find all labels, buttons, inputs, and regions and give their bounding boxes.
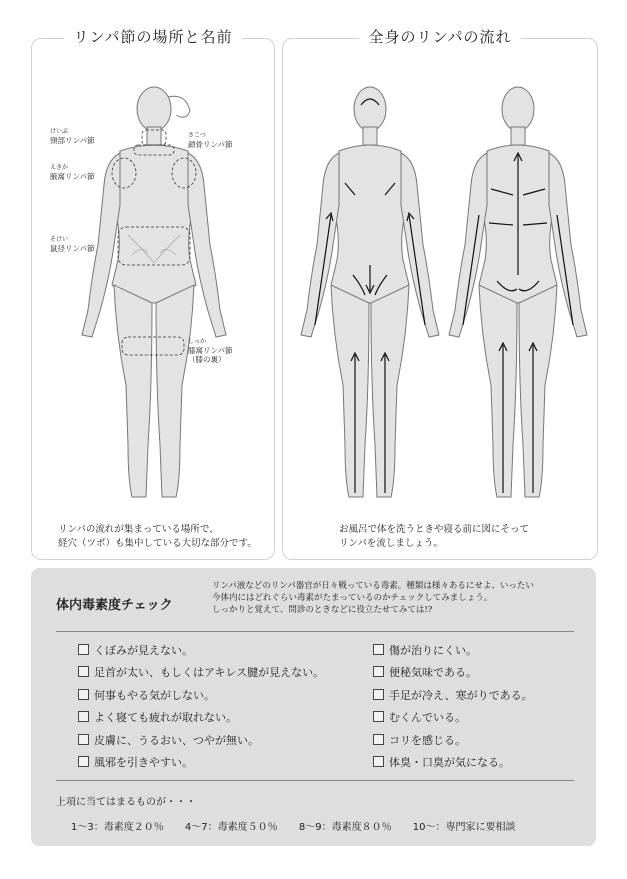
lymph-flow-caption: お風呂で体を洗うときや寝る前に図にそって リンパを流しましょう。 bbox=[339, 524, 530, 549]
check-item[interactable]: 足首が太い、もしくはアキレス腱が見えない。 bbox=[78, 662, 324, 684]
check-item[interactable]: コリを感じる。 bbox=[373, 730, 533, 752]
check-item[interactable]: 何事もやる気がしない。 bbox=[78, 685, 324, 707]
checkbox[interactable] bbox=[373, 644, 384, 655]
checkbox[interactable] bbox=[78, 689, 89, 700]
divider-top bbox=[56, 631, 574, 632]
checkbox[interactable] bbox=[373, 734, 384, 745]
lymph-flow-panel bbox=[282, 28, 598, 560]
check-item[interactable]: 皮膚に、うるおい、つやが無い。 bbox=[78, 730, 324, 752]
checkbox[interactable] bbox=[373, 689, 384, 700]
body-figure-back-flow bbox=[443, 85, 593, 505]
check-item[interactable]: 体臭・口臭が気になる。 bbox=[373, 752, 533, 774]
result-line bbox=[71, 818, 534, 833]
lymph-node-panel bbox=[31, 28, 275, 560]
axillary-node-label: えきか 腋窩リンパ節 bbox=[50, 164, 95, 181]
check-item[interactable]: むくんでいる。 bbox=[373, 707, 533, 729]
checkbox[interactable] bbox=[78, 711, 89, 722]
result-range-2: 4～7：毒素度５０％ bbox=[184, 822, 278, 833]
check-item[interactable]: くぼみが見えない。 bbox=[78, 640, 324, 662]
lymph-node-panel-title: リンパ節の場所と名前 bbox=[64, 28, 243, 46]
popliteal-node-label: しっか 膝窩リンパ節 （膝の裏） bbox=[188, 338, 233, 364]
result-range-1: 1～3：毒素度２０％ bbox=[71, 822, 164, 833]
checkbox[interactable] bbox=[373, 756, 384, 767]
body-figure-front-flow bbox=[295, 85, 445, 505]
cervical-node-label: けいぶ 頸部リンパ節 bbox=[50, 128, 95, 145]
checkbox[interactable] bbox=[78, 734, 89, 745]
check-item[interactable]: 手足が冷え、寒がりである。 bbox=[373, 685, 533, 707]
result-range-3: 8～9：毒素度８０％ bbox=[298, 822, 392, 833]
lymph-flow-panel-title: 全身のリンパの流れ bbox=[359, 28, 522, 46]
check-item[interactable]: 風邪を引きやすい。 bbox=[78, 752, 324, 774]
inguinal-node-label: そけい 鼠径リンパ節 bbox=[50, 236, 95, 253]
result-range-4: 10～：専門家に要相談 bbox=[412, 822, 516, 833]
checkbox[interactable] bbox=[373, 666, 384, 677]
checkbox[interactable] bbox=[373, 711, 384, 722]
supraclavicular-node-label: さこつ 鎖骨リンパ節 bbox=[188, 132, 233, 149]
check-list-right bbox=[373, 640, 533, 774]
toxin-check-description: リンパ液などのリンパ器官が日々戦っている毒素。種類は様々あるにせよ、いったい 今体内にはどれぐらい毒素がたまっているのかチェックしてみましょう。 しっかりと覚えて、問診のときなどに役立たせてみては!? bbox=[212, 581, 534, 615]
check-item[interactable]: 便秘気味である。 bbox=[373, 662, 533, 684]
checkbox[interactable] bbox=[78, 666, 89, 677]
checkbox[interactable] bbox=[78, 644, 89, 655]
lymph-node-caption: リンパの流れが集まっている場所で、 経穴（ツボ）も集中している大切な部分です。 bbox=[58, 524, 257, 549]
divider-bottom bbox=[56, 780, 574, 781]
check-item[interactable]: 傷が治りにくい。 bbox=[373, 640, 533, 662]
checkbox[interactable] bbox=[78, 756, 89, 767]
toxin-check-title: 体内毒素度チェック bbox=[56, 598, 173, 613]
check-item[interactable]: よく寝ても疲れが取れない。 bbox=[78, 707, 324, 729]
check-list-left bbox=[78, 640, 324, 774]
result-lead: 上項に当てはまるものが・・・ bbox=[56, 797, 196, 808]
toxin-check-panel bbox=[31, 568, 596, 846]
